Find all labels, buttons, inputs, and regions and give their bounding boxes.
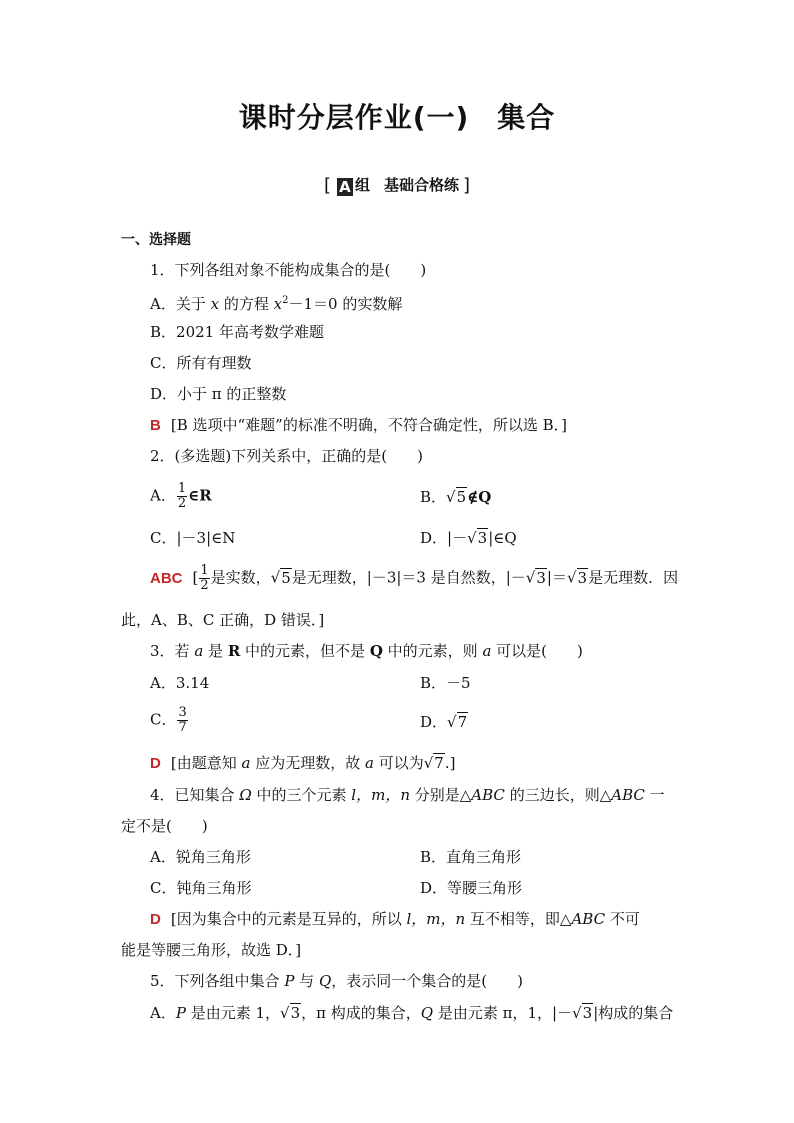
q2-option-d: D．|－√3|∈Q [420, 529, 517, 547]
answer-label: B [150, 417, 161, 434]
q5-option-a: A．P 是由元素 1，√3，π 构成的集合，Q 是由元素 π，1，|－√3|构成的集合 [150, 1004, 674, 1022]
q2-stem: 2．(多选题)下列关系中，正确的是( ) [150, 447, 423, 465]
q1-answer [150, 415, 567, 436]
q3-option-b: B．－5 [420, 674, 471, 692]
q4-option-a: A．锐角三角形 [150, 848, 251, 866]
q1-option-a: A．关于 x 的方程 $x^2-1=0$ 的实数解 [150, 295, 403, 313]
q1-option-d: D．小于 π 的正整数 [150, 385, 287, 403]
page-title [0, 96, 794, 136]
group-name: 基础合格练 [384, 176, 460, 194]
q4-option-b: B．直角三角形 [420, 848, 522, 866]
q1-option-b: B．2021 年高考数学难题 [150, 323, 324, 341]
q4-stem: 4．已知集合 Ω 中的三个元素 l，m，n 分别是△ABC 的三边长，则△ABC 一 [150, 786, 665, 804]
answer-label: D [150, 911, 161, 928]
group-label [0, 174, 794, 196]
title-topic: 集合 [497, 101, 556, 134]
q4-explanation-line2: 能是等腰三角形，故选 D．] [121, 941, 302, 959]
q1-stem: 1．下列各组对象不能构成集合的是( ) [150, 261, 427, 279]
title-main: 课时分层作业(一) [238, 101, 470, 134]
q4-answer: D [因为集合中的元素是互异的，所以 l，m，n 互不相等，即△ABC 不可 [150, 910, 640, 928]
q3-stem: 3．若 a 是 R 中的元素，但不是 Q 中的元素，则 a 可以是( ) [150, 642, 583, 660]
q4-option-c: C．钝角三角形 [150, 879, 252, 897]
q2-option-a: A． $\frac{1}{2}$ ∈R [150, 481, 212, 511]
group-bracket-open: [ [323, 175, 331, 196]
q3-option-a: A．3.14 [150, 674, 210, 692]
q5-stem: 5．下列各组中集合 P 与 Q，表示同一个集合的是( ) [150, 972, 523, 990]
group-suffix: 组 [354, 176, 370, 194]
group-a-badge: A [337, 178, 353, 196]
answer-label: ABC [150, 569, 183, 587]
q2-option-c: C．|－3|∈N [150, 529, 236, 547]
q1-explanation: [B 选项中“难题”的标准不明确，不符合确定性，所以选 B．] [170, 416, 567, 434]
section-heading: 一、选择题 [121, 232, 191, 248]
q2-option-b: B．√5∉Q [420, 488, 492, 506]
q4-stem-line2: 定不是( ) [121, 817, 208, 835]
q3-option-c: C． $\frac{3}{7}$ [150, 705, 187, 735]
q4-option-d: D．等腰三角形 [420, 879, 523, 897]
answer-label: D [150, 755, 161, 772]
q2-explanation-line2: 此，A、B、C 正确，D 错误．] [121, 611, 325, 629]
q2-answer: ABC [ $\frac{1}{2}$ 是实数，√5是无理数，|－3|＝3 是自然数，|－√3|＝√3是无理数．因 [150, 563, 679, 593]
group-bracket-close: ] [463, 175, 471, 196]
q3-option-d: D．√7 [420, 713, 468, 731]
q1-option-c: C．所有有理数 [150, 354, 252, 372]
q3-answer: D [由题意知 a 应为无理数，故 a 可以为√7.] [150, 754, 456, 772]
